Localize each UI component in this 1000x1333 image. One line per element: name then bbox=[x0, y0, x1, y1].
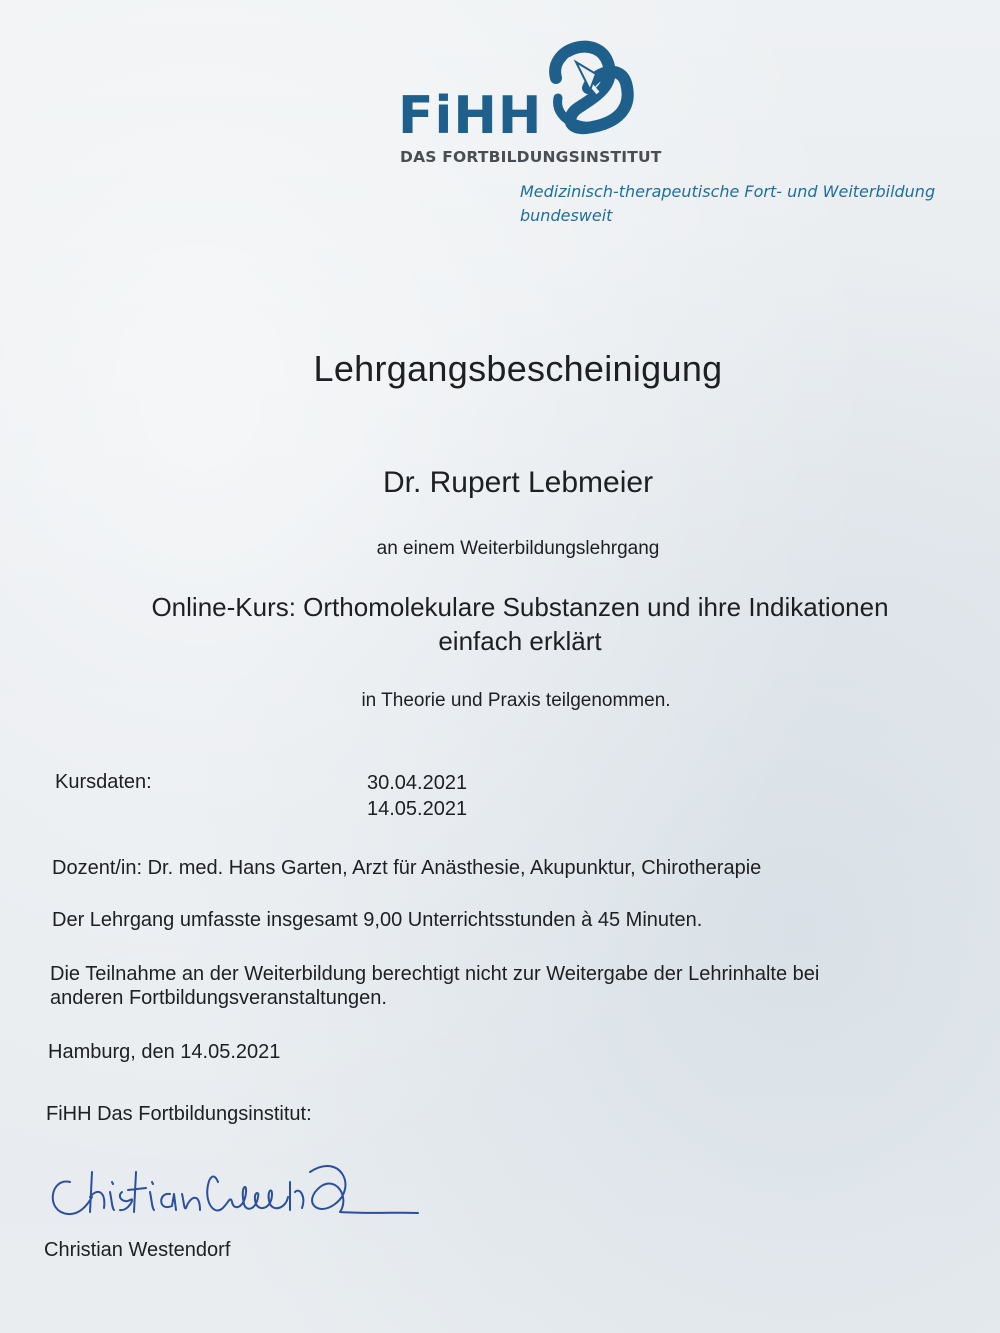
institute-logo bbox=[398, 38, 958, 238]
dates-label: Kursdaten: bbox=[55, 771, 152, 793]
course-date: 14.05.2021 bbox=[367, 798, 468, 820]
usage-notice-line: Die Teilnahme an der Weiterbildung berechtigt nicht zur Weitergabe der Lehrinhalte bei bbox=[50, 963, 820, 985]
course-date: 30.04.2021 bbox=[367, 772, 468, 794]
recipient-name: Dr. Rupert Lebmeier bbox=[382, 466, 654, 499]
logo-wordmark: FiHH bbox=[398, 86, 543, 146]
course-title bbox=[0, 590, 1000, 658]
course-title-line: Online-Kurs: Orthomolekulare Substanzen und ihre Indikationen bbox=[151, 592, 889, 622]
usage-notice-line: anderen Fortbildungsveranstaltungen. bbox=[50, 987, 387, 1009]
place-date: Hamburg, den 14.05.2021 bbox=[48, 1041, 281, 1063]
signer-name: Christian Westendorf bbox=[44, 1239, 231, 1261]
lecturer-line: Dozent/in: Dr. med. Hans Garten, Arzt für Anästhesie, Akupunktur, Chirotherapie bbox=[52, 857, 762, 879]
course-dates bbox=[367, 770, 467, 822]
tagline-line: bundesweit bbox=[520, 206, 613, 225]
tagline bbox=[520, 180, 935, 228]
course-title-line: einfach erklärt bbox=[438, 626, 602, 656]
usage-notice bbox=[50, 962, 970, 1010]
ribbon-logo-icon bbox=[538, 38, 648, 138]
institute-signature-label: FiHH Das Fortbildungsinstitut: bbox=[46, 1103, 312, 1125]
certificate-title: Lehrgangsbescheinigung bbox=[313, 348, 723, 389]
handwritten-signature bbox=[40, 1142, 440, 1232]
intro-text: an einem Weiterbildungslehrgang bbox=[376, 538, 660, 559]
tagline-line: Medizinisch-therapeutische Fort- und Weiterbildung bbox=[520, 182, 936, 201]
participation-text: in Theorie und Praxis teilgenommen. bbox=[361, 690, 671, 711]
hours-line: Der Lehrgang umfasste insgesamt 9,00 Unterrichtsstunden à 45 Minuten. bbox=[52, 909, 703, 931]
logo-subtitle: DAS FORTBILDUNGSINSTITUT bbox=[400, 148, 662, 166]
